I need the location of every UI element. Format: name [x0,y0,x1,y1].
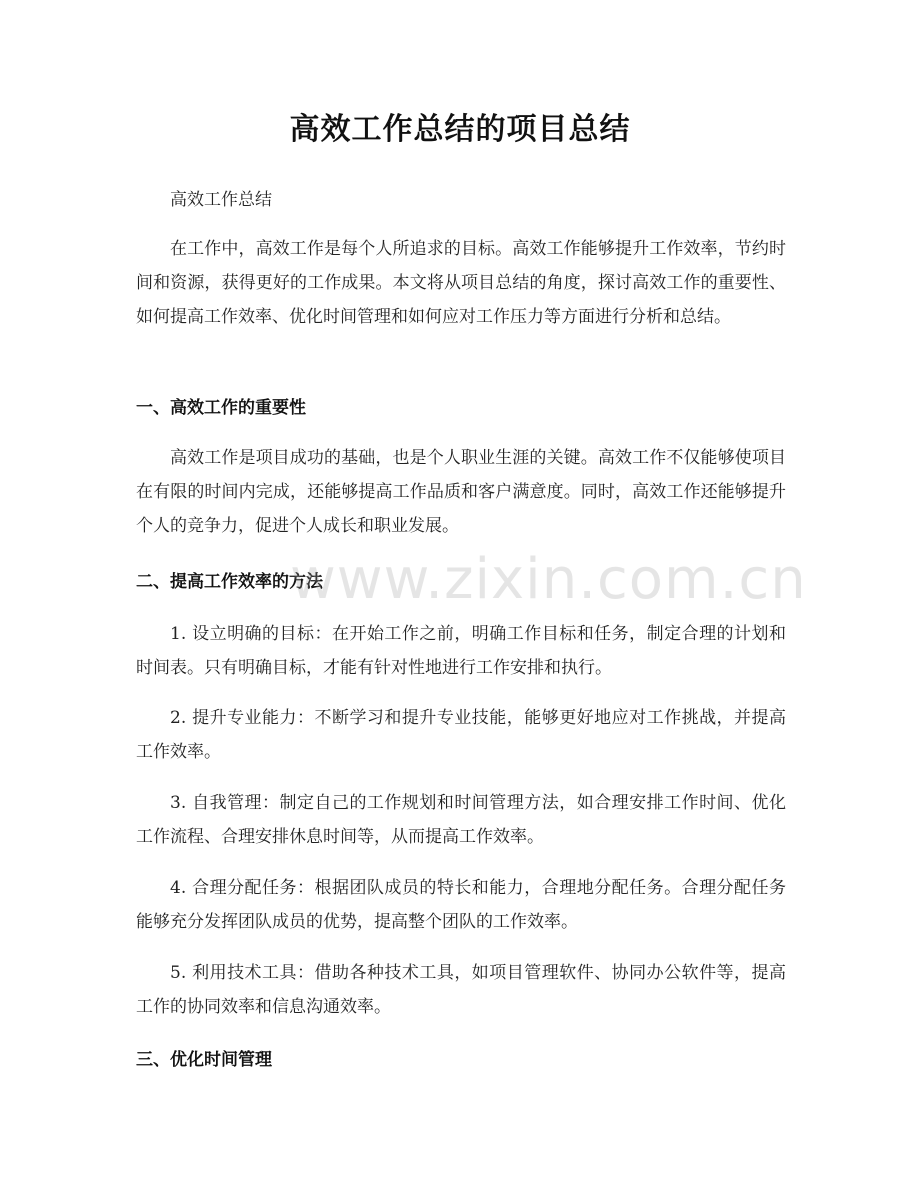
watermark-text: www.zixin.com.cn [290,547,807,612]
intro-paragraph: 在工作中，高效工作是每个人所追求的目标。高效工作能够提升工作效率，节约时间和资源，获得更好的工作成果。本文将从项目总结的角度，探讨高效工作的重要性、如何提高工作效率、优化时间管理和如何应对工作压力等方面进行分析和总结。 [136,239,786,327]
section-heading-methods: 二、提高工作效率的方法 [136,572,323,592]
importance-paragraph: 高效工作是项目成功的基础，也是个人职业生涯的关键。高效工作不仅能够使项目在有限的时间内完成，还能够提高工作品质和客户满意度。同时，高效工作还能够提升个人的竞争力，促进个人成长和职业发展。 [136,448,786,536]
document-subtitle: 高效工作总结 [170,190,272,210]
section-heading-importance: 一、高效工作的重要性 [136,398,306,418]
method-item-3: 3. 自我管理：制定自己的工作规划和时间管理方法，如合理安排工作时间、优化工作流程、合理安排休息时间等，从而提高工作效率。 [136,793,786,847]
document-title: 高效工作总结的项目总结 [289,112,631,147]
method-item-5: 5. 利用技术工具：借助各种技术工具，如项目管理软件、协同办公软件等，提高工作的协同效率和信息沟通效率。 [136,963,786,1017]
section-heading-time-management: 三、优化时间管理 [136,1050,272,1070]
method-item-4: 4. 合理分配任务：根据团队成员的特长和能力，合理地分配任务。合理分配任务能够充分发挥团队成员的优势，提高整个团队的工作效率。 [136,878,786,932]
method-item-1: 1. 设立明确的目标：在开始工作之前，明确工作目标和任务，制定合理的计划和时间表。只有明确目标，才能有针对性地进行工作安排和执行。 [136,624,786,678]
method-item-2: 2. 提升专业能力：不断学习和提升专业技能，能够更好地应对工作挑战，并提高工作效率。 [136,708,786,762]
